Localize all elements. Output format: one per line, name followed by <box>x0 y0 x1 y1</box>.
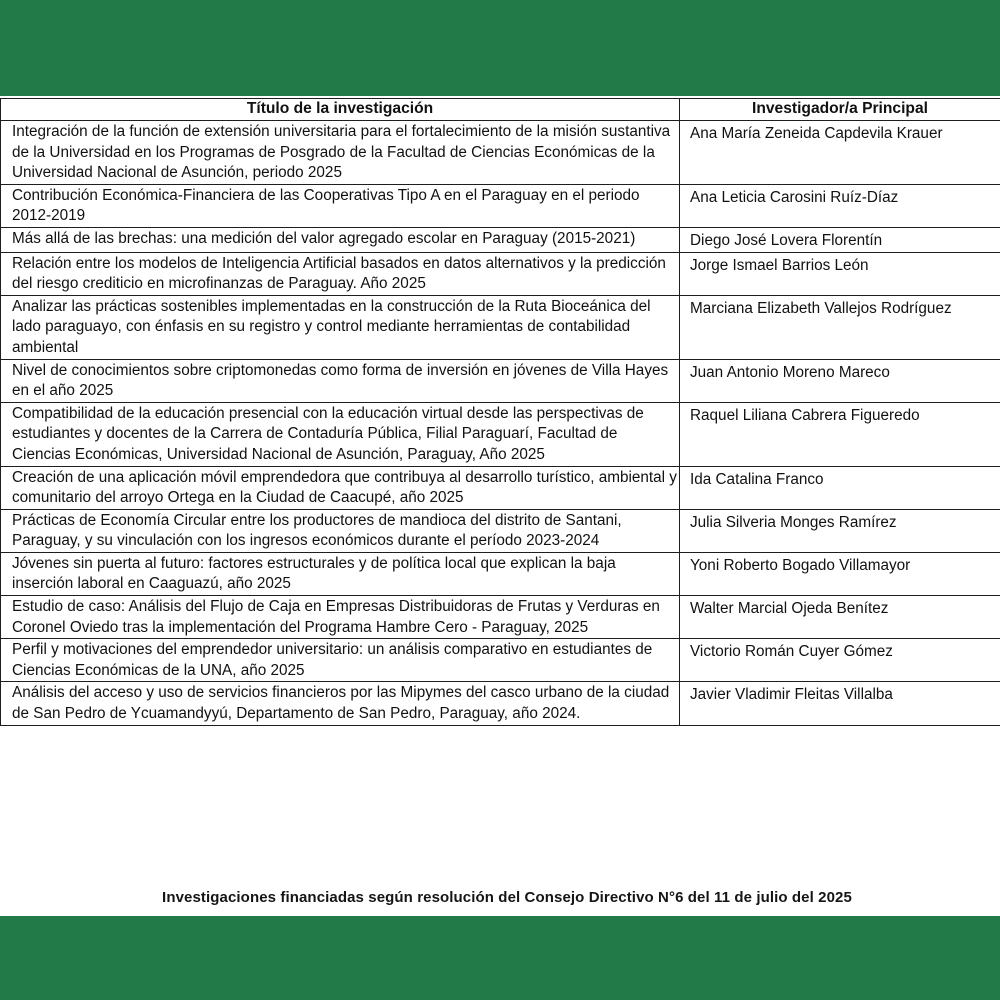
principal-investigator: Juan Antonio Moreno Mareco <box>690 363 890 381</box>
table-row <box>1 295 1000 359</box>
table-row <box>1 639 1000 682</box>
bottom-green-band <box>0 916 1000 1000</box>
table-row <box>1 252 1000 295</box>
principal-investigator-cell <box>680 682 1000 725</box>
research-title: Prácticas de Economía Circular entre los productores de mandioca del distrito de Santani, Paraguay, y su vinculación con los ingresos económicos durante el período 2023-2024 <box>1 509 680 552</box>
principal-investigator: Walter Marcial Ojeda Benítez <box>690 600 889 618</box>
table-row <box>1 552 1000 595</box>
principal-investigator: Diego José Lovera Florentín <box>690 231 883 249</box>
principal-investigator-cell <box>680 639 1000 682</box>
table-row <box>1 509 1000 552</box>
principal-investigator: Ana Leticia Carosini Ruíz-Díaz <box>690 188 899 206</box>
research-title: Nivel de conocimientos sobre criptomonedas como forma de inversión en jóvenes de Villa Hayes en el año 2025 <box>1 359 680 402</box>
research-title: Análisis del acceso y uso de servicios financieros por las Mipymes del casco urbano de la ciudad de San Pedro de Ycuamandyyú, Departamento de San Pedro, Paraguay, año 2024. <box>1 682 680 725</box>
principal-investigator: Raquel Liliana Cabrera Figueredo <box>690 406 920 424</box>
table-row <box>1 184 1000 227</box>
principal-investigator: Yoni Roberto Bogado Villamayor <box>690 556 911 574</box>
resolution-caption: Investigaciones financiadas según resolución del Consejo Directivo N°6 del 11 de julio del 2025 <box>162 889 852 906</box>
principal-investigator-cell <box>680 252 1000 295</box>
principal-investigator-cell <box>680 359 1000 402</box>
research-title: Contribución Económica-Financiera de las Cooperativas Tipo A en el Paraguay en el periodo 2012-2019 <box>1 184 680 227</box>
principal-investigator-cell <box>680 121 1000 185</box>
research-title: Perfil y motivaciones del emprendedor universitario: un análisis comparativo en estudiantes de Ciencias Económicas de la UNA, año 2025 <box>1 639 680 682</box>
table-row <box>1 227 1000 252</box>
research-title: Jóvenes sin puerta al futuro: factores estructurales y de política local que explican la baja inserción laboral en Caaguazú, año 2025 <box>1 552 680 595</box>
principal-investigator-cell <box>680 227 1000 252</box>
principal-investigator: Jorge Ismael Barrios León <box>690 256 869 274</box>
research-title: Relación entre los modelos de Inteligencia Artificial basados en datos alternativos y la predicción del riesgo crediticio en microfinanzas de Paraguay. Año 2025 <box>1 252 680 295</box>
header-title: Título de la investigación <box>1 99 680 121</box>
table-row <box>1 596 1000 639</box>
top-green-band <box>0 0 1000 96</box>
research-table <box>0 98 1000 726</box>
research-title: Estudio de caso: Análisis del Flujo de Caja en Empresas Distribuidoras de Frutas y Verduras en Coronel Oviedo tras la implementación del Programa Hambre Cero - Paraguay, 2025 <box>1 596 680 639</box>
principal-investigator-cell <box>680 402 1000 466</box>
principal-investigator-cell <box>680 596 1000 639</box>
table-row <box>1 402 1000 466</box>
research-title: Más allá de las brechas: una medición del valor agregado escolar en Paraguay (2015-2021) <box>1 227 680 252</box>
principal-investigator-cell <box>680 295 1000 359</box>
principal-investigator-cell <box>680 466 1000 509</box>
principal-investigator: Victorio Román Cuyer Gómez <box>690 643 893 661</box>
table-header-row <box>1 99 1000 121</box>
table-row <box>1 466 1000 509</box>
principal-investigator: Ana María Zeneida Capdevila Krauer <box>690 125 943 142</box>
principal-investigator-cell <box>680 552 1000 595</box>
principal-investigator: Javier Vladimir Fleitas Villalba <box>690 686 893 704</box>
table-row <box>1 682 1000 725</box>
research-title: Integración de la función de extensión universitaria para el fortalecimiento de la misión sustantiva de la Universidad en los Programas de Posgrado de la Facultad de Ciencias Económicas de la Universidad Nacional de Asunción, periodo 2025 <box>1 121 680 185</box>
research-title: Compatibilidad de la educación presencial con la educación virtual desde las perspectivas de estudiantes y docentes de la Carrera de Contaduría Pública, Filial Paraguarí, Facultad de Ciencias Económicas, Universidad Nacional de Asunción, Paraguay, Año 2025 <box>1 402 680 466</box>
table-row <box>1 359 1000 402</box>
research-title: Creación de una aplicación móvil emprendedora que contribuya al desarrollo turístico, ambiental y comunitario del arroyo Ortega en la Ciudad de Caacupé, año 2025 <box>1 466 680 509</box>
principal-investigator: Ida Catalina Franco <box>690 470 824 488</box>
table-row <box>1 121 1000 185</box>
principal-investigator: Julia Silveria Monges Ramírez <box>690 513 897 531</box>
principal-investigator-cell <box>680 184 1000 227</box>
header-investigator: Investigador/a Principal <box>680 99 1000 121</box>
principal-investigator-cell <box>680 509 1000 552</box>
research-title: Analizar las prácticas sostenibles implementadas en la construcción de la Ruta Bioceánica del lado paraguayo, con énfasis en su registro y control mediante herramientas de contabilidad ambiental <box>1 295 680 359</box>
principal-investigator: Marciana Elizabeth Vallejos Rodríguez <box>690 299 952 317</box>
